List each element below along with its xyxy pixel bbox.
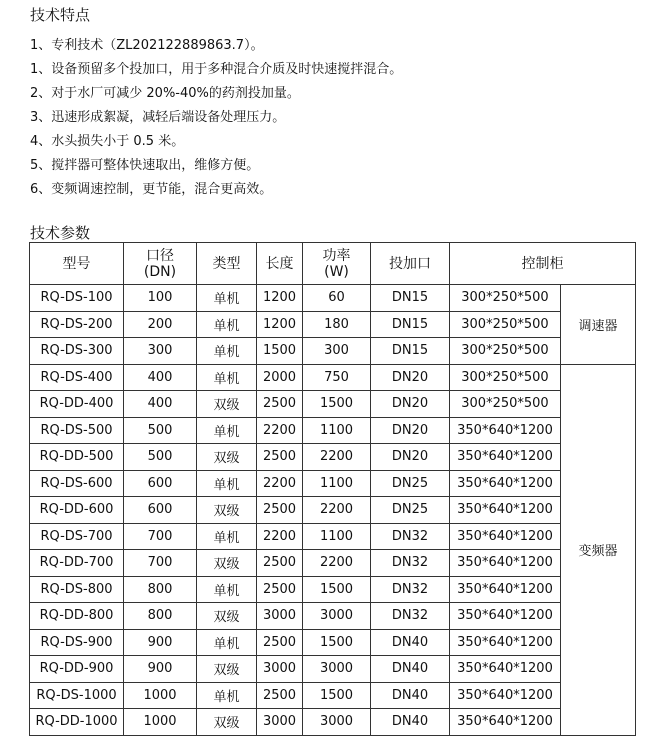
cell-length: 1500 [257,338,303,365]
cell-type: 单机 [197,311,257,338]
cell-power: 1100 [303,470,371,497]
cell-diameter: 900 [124,629,197,656]
table-row [30,523,636,550]
cell-type: 单机 [197,285,257,312]
cell-length: 2200 [257,523,303,550]
cell-diameter: 900 [124,656,197,683]
cell-type: 单机 [197,338,257,365]
cell-length: 2200 [257,470,303,497]
cell-power: 1500 [303,629,371,656]
cell-type: 单机 [197,576,257,603]
cell-model: RQ-DS-800 [30,576,124,603]
cell-type: 双级 [197,709,257,736]
cell-cabinet-size: 300*250*500 [450,338,561,365]
cell-port: DN20 [371,364,450,391]
cell-power: 2200 [303,497,371,524]
table-row [30,682,636,709]
cell-type: 单机 [197,682,257,709]
cell-cabinet-size: 350*640*1200 [450,576,561,603]
table-row [30,417,636,444]
header-port: 投加口 [371,243,450,285]
cell-port: DN20 [371,417,450,444]
spec-table [29,242,636,736]
cell-power: 180 [303,311,371,338]
table-row [30,391,636,418]
cell-power: 3000 [303,709,371,736]
cell-diameter: 400 [124,391,197,418]
cell-port: DN40 [371,629,450,656]
features-list [30,34,402,202]
feature-item: 6、变频调速控制，更节能，混合更高效。 [30,182,273,197]
cell-length: 2200 [257,417,303,444]
cell-length: 2500 [257,576,303,603]
cell-port: DN40 [371,656,450,683]
cell-cabinet-size: 350*640*1200 [450,417,561,444]
feature-item: 4、水头损失小于 0.5 米。 [30,134,185,149]
table-header-row [30,243,636,285]
feature-item: 3、迅速形成絮凝，减轻后端设备处理压力。 [30,110,286,125]
cell-model: RQ-DD-500 [30,444,124,471]
cell-diameter: 500 [124,417,197,444]
cell-power: 750 [303,364,371,391]
cell-power: 60 [303,285,371,312]
cell-type: 双级 [197,444,257,471]
cell-length: 2500 [257,629,303,656]
cell-port: DN32 [371,576,450,603]
cell-diameter: 800 [124,603,197,630]
cell-power: 1500 [303,391,371,418]
cell-power: 1100 [303,417,371,444]
cell-length: 2000 [257,364,303,391]
cell-cabinet-size: 350*640*1200 [450,603,561,630]
table-row [30,656,636,683]
cell-cabinet-size: 350*640*1200 [450,497,561,524]
cell-port: DN15 [371,311,450,338]
cell-model: RQ-DD-400 [30,391,124,418]
cell-model: RQ-DS-200 [30,311,124,338]
cell-cabinet-size: 350*640*1200 [450,444,561,471]
table-row [30,709,636,736]
header-model: 型号 [30,243,124,285]
cell-type: 双级 [197,550,257,577]
cell-type: 双级 [197,656,257,683]
cell-cabinet-size: 350*640*1200 [450,629,561,656]
cell-port: DN32 [371,550,450,577]
cell-type: 双级 [197,497,257,524]
cell-power: 1500 [303,576,371,603]
cell-port: DN20 [371,444,450,471]
cell-model: RQ-DS-900 [30,629,124,656]
cell-model: RQ-DD-700 [30,550,124,577]
control-type-inverter: 变频器 [561,364,636,735]
cell-diameter: 1000 [124,709,197,736]
cell-cabinet-size: 350*640*1200 [450,523,561,550]
cell-length: 2500 [257,444,303,471]
cell-model: RQ-DD-900 [30,656,124,683]
cell-length: 3000 [257,656,303,683]
cell-cabinet-size: 300*250*500 [450,311,561,338]
table-row [30,338,636,365]
cell-diameter: 200 [124,311,197,338]
cell-length: 2500 [257,550,303,577]
cell-diameter: 700 [124,523,197,550]
header-power: 功率 (W) [303,243,371,285]
feature-item: 2、对于水厂可减少 20%-40%的药剂投加量。 [30,86,300,101]
cell-type: 单机 [197,523,257,550]
header-length: 长度 [257,243,303,285]
cell-diameter: 100 [124,285,197,312]
cell-model: RQ-DS-700 [30,523,124,550]
cell-model: RQ-DS-600 [30,470,124,497]
cell-model: RQ-DS-500 [30,417,124,444]
cell-port: DN40 [371,709,450,736]
cell-diameter: 500 [124,444,197,471]
cell-diameter: 400 [124,364,197,391]
cell-length: 2500 [257,391,303,418]
cell-diameter: 600 [124,470,197,497]
cell-type: 单机 [197,629,257,656]
cell-cabinet-size: 300*250*500 [450,285,561,312]
cell-diameter: 700 [124,550,197,577]
cell-port: DN32 [371,523,450,550]
cell-port: DN15 [371,338,450,365]
cell-port: DN15 [371,285,450,312]
cell-model: RQ-DD-600 [30,497,124,524]
table-row [30,285,636,312]
table-row [30,629,636,656]
cell-cabinet-size: 350*640*1200 [450,550,561,577]
cell-diameter: 800 [124,576,197,603]
cell-port: DN40 [371,682,450,709]
cell-diameter: 300 [124,338,197,365]
cell-cabinet-size: 300*250*500 [450,391,561,418]
cell-length: 1200 [257,285,303,312]
table-row [30,444,636,471]
cell-type: 单机 [197,470,257,497]
cell-port: DN20 [371,391,450,418]
header-cabinet: 控制柜 [450,243,636,285]
cell-model: RQ-DS-400 [30,364,124,391]
feature-item: 5、搅拌器可整体快速取出，维修方便。 [30,158,260,173]
params-title: 技术参数 [30,224,91,242]
feature-item: 1、专利技术（ZL202122889863.7）。 [30,38,264,53]
cell-model: RQ-DS-1000 [30,682,124,709]
cell-type: 单机 [197,417,257,444]
control-type-governor: 调速器 [561,285,636,365]
cell-power: 3000 [303,656,371,683]
cell-power: 3000 [303,603,371,630]
cell-length: 1200 [257,311,303,338]
cell-model: RQ-DS-300 [30,338,124,365]
cell-power: 2200 [303,444,371,471]
cell-cabinet-size: 350*640*1200 [450,656,561,683]
feature-item: 1、设备预留多个投加口，用于多种混合介质及时快速搅拌混合。 [30,62,403,77]
cell-cabinet-size: 350*640*1200 [450,709,561,736]
cell-port: DN25 [371,470,450,497]
table-row [30,550,636,577]
table-row [30,576,636,603]
cell-power: 1100 [303,523,371,550]
table-row [30,497,636,524]
cell-power: 1500 [303,682,371,709]
cell-cabinet-size: 300*250*500 [450,364,561,391]
cell-length: 3000 [257,709,303,736]
cell-cabinet-size: 350*640*1200 [450,470,561,497]
cell-type: 双级 [197,391,257,418]
cell-diameter: 600 [124,497,197,524]
cell-diameter: 1000 [124,682,197,709]
cell-length: 3000 [257,603,303,630]
table-row [30,311,636,338]
cell-model: RQ-DS-100 [30,285,124,312]
cell-power: 2200 [303,550,371,577]
header-diameter: 口径 (DN) [124,243,197,285]
table-row [30,364,636,391]
cell-port: DN32 [371,603,450,630]
cell-length: 2500 [257,497,303,524]
table-row [30,470,636,497]
cell-power: 300 [303,338,371,365]
features-title: 技术特点 [30,6,91,24]
cell-port: DN25 [371,497,450,524]
table-row [30,603,636,630]
cell-length: 2500 [257,682,303,709]
cell-model: RQ-DD-1000 [30,709,124,736]
cell-type: 单机 [197,364,257,391]
cell-cabinet-size: 350*640*1200 [450,682,561,709]
cell-type: 双级 [197,603,257,630]
header-type: 类型 [197,243,257,285]
cell-model: RQ-DD-800 [30,603,124,630]
